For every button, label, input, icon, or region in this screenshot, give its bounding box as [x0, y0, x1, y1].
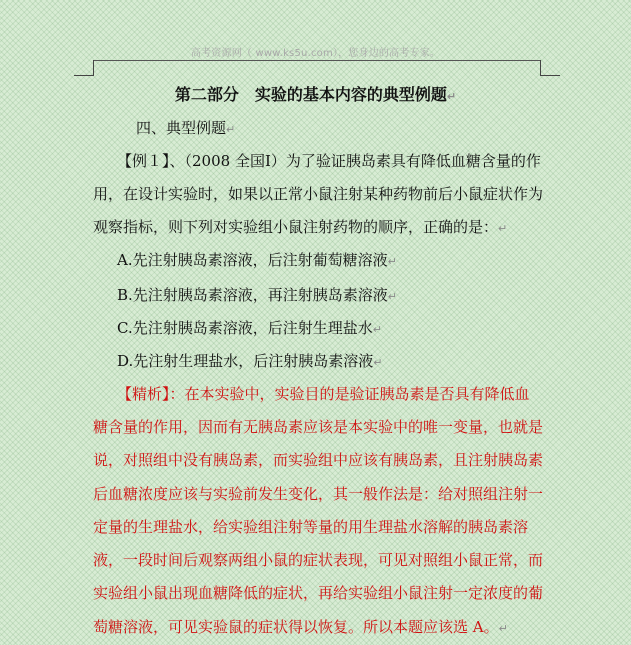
- paragraph-mark-icon: ↵: [226, 123, 236, 136]
- paragraph-mark-icon: ↵: [387, 255, 397, 268]
- option-b: [117, 285, 397, 307]
- option-text: C.先注射胰岛素溶液，后注射生理盐水: [117, 319, 373, 337]
- question-line-text: 观察指标，则下列对实验组小鼠注射药物的顺序，正确的是：: [93, 218, 499, 236]
- analysis-line: 定量的生理盐水，给实验组注射等量的用生理盐水溶解的胰岛素溶: [93, 518, 529, 536]
- analysis-line: 糖含量的作用，因而有无胰岛素应该是本实验中的唯一变量，也就是: [93, 418, 544, 436]
- option-text: A.先注射胰岛素溶液，后注射葡萄糖溶液: [117, 251, 388, 269]
- page-header-text: 高考资源网（ www.ks5u.com），您身边的高考专家。: [190, 48, 441, 59]
- section-heading-text: 四、典型例题: [136, 119, 227, 137]
- analysis-line: [93, 617, 508, 639]
- analysis-line: 后血糖浓度应该与实验前发生变化，其一般作法是：给对照组注射一: [93, 485, 544, 503]
- title-text: 第二部分 实验的基本内容的典型例题: [174, 85, 447, 104]
- analysis-line: 液，一段时间后观察两组小鼠的症状表现，可见对照组小鼠正常，而: [93, 551, 544, 569]
- document-title: [0, 85, 631, 107]
- option-a: [117, 250, 397, 272]
- option-text: D.先注射生理盐水，后注射胰岛素溶液: [117, 352, 374, 370]
- paragraph-mark-icon: ↵: [373, 356, 383, 369]
- paragraph-mark-icon: ↵: [372, 323, 382, 336]
- header-rule: [93, 60, 540, 61]
- option-c: [117, 318, 382, 340]
- analysis-line: 实验组小鼠出现血糖降低的症状，再给实验组小鼠注射一定浓度的葡: [93, 584, 544, 602]
- section-heading: [136, 118, 235, 140]
- analysis-line-text: 萄糖溶液，可见实验鼠的症状得以恢复。所以本题应该选 A。: [93, 618, 499, 636]
- paragraph-mark-icon: ↵: [387, 290, 398, 303]
- question-line: [93, 217, 507, 239]
- paragraph-mark-icon: ↵: [498, 622, 508, 635]
- crop-mark-right: [540, 60, 560, 76]
- paragraph-mark-icon: ↵: [498, 222, 508, 235]
- option-text: B.先注射胰岛素溶液，再注射胰岛素溶液: [117, 286, 388, 304]
- analysis-line: 【精析】：在本实验中，实验目的是验证胰岛素是否具有降低血: [117, 385, 530, 403]
- option-d: [117, 351, 382, 373]
- paragraph-mark-icon: ↵: [446, 90, 457, 103]
- crop-mark-left: [74, 60, 94, 76]
- question-line: 【例１】、（2008 全国Ⅰ）为了验证胰岛素具有降低血糖含量的作: [117, 152, 541, 170]
- question-line: 用，在设计实验时，如果以正常小鼠注射某种药物前后小鼠症状作为: [93, 185, 544, 203]
- analysis-line: 说，对照组中没有胰岛素，而实验组中应该有胰岛素，且注射胰岛素: [93, 451, 544, 469]
